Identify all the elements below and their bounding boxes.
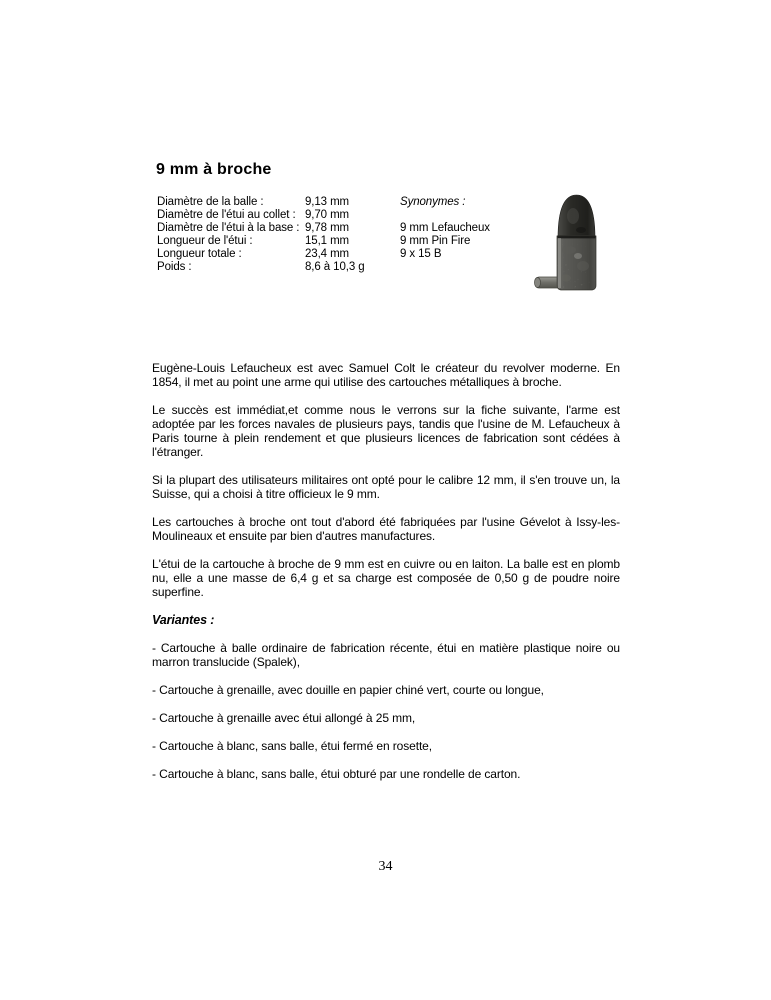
page-title: 9 mm à broche [156, 161, 272, 178]
body-text [152, 361, 620, 795]
spec-label: Longueur totale : [157, 248, 242, 260]
spec-label: Diamètre de l'étui au collet : [157, 209, 296, 221]
pinfire-cartridge-photo [521, 186, 601, 294]
synonym-item: 9 mm Lefaucheux [400, 222, 490, 234]
spec-row [157, 222, 365, 235]
spec-value: 9,70 mm [305, 209, 350, 221]
variants-heading: Variantes : [152, 613, 215, 627]
spec-row [157, 209, 365, 222]
synonym-item: 9 mm Pin Fire [400, 235, 471, 247]
paragraph: Eugène-Louis Lefaucheux est avec Samuel Colt le créateur du revolver moderne. En 1854, il met au point une arme qui utilise des cartouches métalliques à broche. [152, 361, 620, 389]
variant-item: - Cartouche à grenaille avec étui allongé à 25 mm, [152, 711, 416, 725]
spec-row [157, 261, 365, 274]
synonyms-list [400, 222, 490, 261]
variant-item: - Cartouche à balle ordinaire de fabrication récente, étui en matière plastique noire ou marron translucide (Spalek), [152, 641, 620, 669]
spec-row [157, 196, 365, 209]
spec-value: 23,4 mm [305, 248, 350, 260]
spec-label: Diamètre de la balle : [157, 196, 264, 208]
variant-item: - Cartouche à grenaille, avec douille en papier chiné vert, courte ou longue, [152, 683, 544, 697]
spec-label: Poids : [157, 261, 192, 273]
spec-value: 15,1 mm [305, 235, 350, 247]
spec-row [157, 248, 365, 261]
spec-value: 9,13 mm [305, 196, 350, 208]
variant-item: - Cartouche à blanc, sans balle, étui fermé en rosette, [152, 739, 432, 753]
spec-label: Longueur de l'étui : [157, 235, 253, 247]
spec-table [157, 196, 365, 274]
variant-item: - Cartouche à blanc, sans balle, étui obturé par une rondelle de carton. [152, 767, 521, 781]
spec-value: 8,6 à 10,3 g [305, 261, 365, 273]
page-number: 34 [378, 859, 393, 874]
spec-value: 9,78 mm [305, 222, 350, 234]
spec-row [157, 235, 365, 248]
synonyms-heading: Synonymes : [400, 196, 466, 208]
paragraph: Les cartouches à broche ont tout d'abord été fabriquées par l'usine Gévelot à Issy-les-Moulineaux et ensuite par bien d'autres manufactures. [152, 515, 620, 543]
synonyms-block [400, 196, 490, 261]
paragraph: Si la plupart des utilisateurs militaires ont opté pour le calibre 12 mm, il s'en trouve un, la Suisse, qui a choisi à titre officieux le 9 mm. [152, 473, 620, 501]
spec-label: Diamètre de l'étui à la base : [157, 222, 300, 234]
synonym-item: 9 x 15 B [400, 248, 442, 260]
paragraph: Le succès est immédiat,et comme nous le verrons sur la fiche suivante, l'arme est adoptée par les forces navales de plusieurs pays, tandis que l'usine de M. Lefaucheux à Paris tourne à plein rendement et que plusieurs licences de fabrication sont cédées à l'étranger. [152, 403, 620, 459]
paragraph: L'étui de la cartouche à broche de 9 mm est en cuivre ou en laiton. La balle est en plomb nu, elle a une masse de 6,4 g et sa charge est composée de 0,50 g de poudre noire superfine. [152, 557, 620, 599]
